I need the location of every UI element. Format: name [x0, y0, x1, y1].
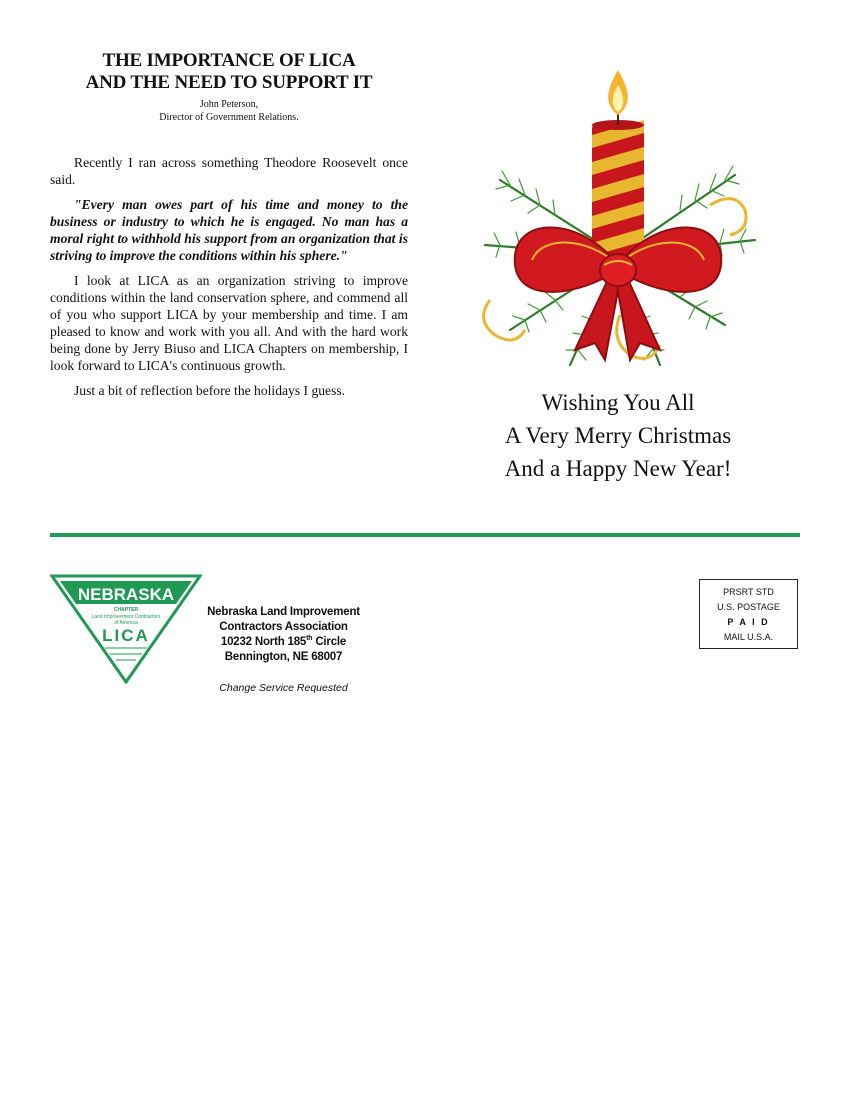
paragraph-intro: Recently I ran across something Theodore Roosevelt once said.	[50, 155, 408, 187]
article-body	[50, 154, 408, 399]
address-line1: Nebraska Land Improvement	[207, 606, 360, 618]
logo-big-text: LICA	[102, 626, 150, 645]
logo-org-line2: of America	[114, 620, 138, 626]
author-name: John Peterson,	[199, 99, 259, 110]
postage-line1: PRSRT STD	[723, 587, 774, 597]
greeting-line1: Wishing You All	[541, 390, 695, 415]
logo-top-text: NEBRASKA	[77, 585, 175, 604]
logo-chapter-text: CHAPTER	[113, 607, 139, 613]
address-street-type: Circle	[312, 636, 347, 648]
address-street: 10232 North 185	[220, 636, 307, 648]
author-role: Director of Government Relations.	[159, 112, 299, 123]
logo-org-line1: Land Improvement Contractors	[91, 614, 161, 620]
return-address	[196, 605, 371, 665]
section-divider	[50, 533, 800, 537]
article	[50, 50, 408, 407]
change-service-requested: Change Service Requested	[219, 682, 348, 694]
address-line2: Contractors Association	[219, 621, 348, 633]
address-line3	[196, 635, 371, 650]
article-title-line1: THE IMPORTANCE OF LICA	[102, 50, 356, 71]
postage-line2: U.S. POSTAGE	[717, 602, 780, 612]
postage-paid: P A I D	[727, 617, 770, 627]
postage-line4: MAIL U.S.A.	[723, 632, 774, 642]
address-line4: Bennington, NE 68007	[224, 651, 343, 663]
byline	[50, 98, 408, 124]
nebraska-lica-logo	[50, 574, 202, 684]
paragraph-quote: "Every man owes part of his time and money to the business or industry to which he is engaged. No man has a moral right to withhold his support from an organization that is striving to improve the conditions within his sphere."	[50, 197, 408, 263]
holiday-greeting	[480, 386, 756, 485]
paragraph-closing: Just a bit of reflection before the holidays I guess.	[74, 383, 346, 398]
greeting-line2: A Very Merry Christmas	[504, 423, 732, 448]
address-street-suffix: th	[306, 635, 313, 643]
candle	[592, 70, 644, 265]
christmas-candle-icon	[470, 65, 765, 375]
article-title	[50, 50, 408, 94]
paragraph-main: I look at LICA as an organization striving to improve conditions within the land conservation sphere, and commend all of you who support LICA by your membership and time. I am pleased to know and work with you all. And with the hard work being done by Jerry Biuso and LICA Chapters on membership, I look forward to LICA's continuous growth.	[50, 273, 408, 373]
postage-indicia	[699, 579, 798, 649]
article-title-line2: AND THE NEED TO SUPPORT IT	[85, 72, 373, 93]
greeting-line3: And a Happy New Year!	[504, 456, 732, 481]
